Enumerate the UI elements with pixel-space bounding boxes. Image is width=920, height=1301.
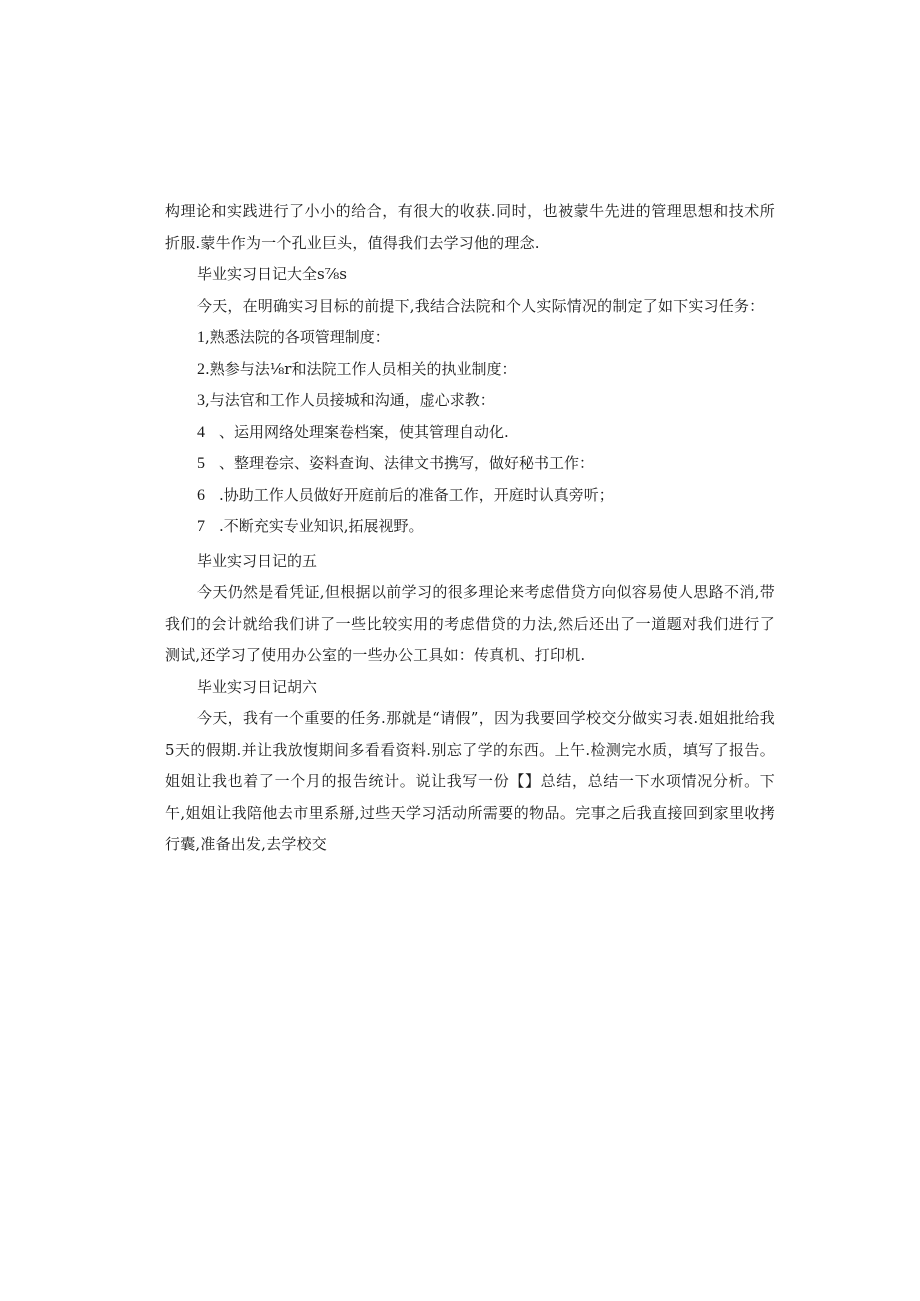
list-item-number: 6 [197,486,205,504]
section-heading-diary-six: 毕业实习日记胡六 [197,677,318,696]
section-heading-diary-collection: 毕业实习日记大全s⅞s [197,265,347,283]
list-item-text: ,熟悉法院的各项管理制度： [205,328,390,346]
list-item [165,480,775,512]
list-item [165,354,775,386]
task-list [165,322,775,543]
paragraph-tasks-intro: 今天，在明确实习目标的前提下,我结合法院和个人实际情况的制定了如下实习任务： [197,296,765,315]
list-item [165,385,775,417]
list-item [165,417,775,449]
list-item-text: ,与法官和工作人员接城和沟通，虚心求教： [205,391,495,409]
list-item [165,322,775,354]
list-item-text: 、运用网络处理案卷档案，使其管理自动化. [219,422,509,441]
list-item-text: 、整理卷宗、姿料查询、法律文书携写，做好秘书工作： [219,454,595,472]
list-item-number: 4 [197,423,205,441]
list-item-text: .不断充实专业知识,拓展视野。 [219,517,424,535]
list-item-number: 7 [197,518,205,535]
list-item-number: 5 [197,455,205,472]
section-heading-diary-five: 毕业实习日记的五 [197,551,318,570]
list-item [165,448,775,480]
list-item-number: 3 [197,392,205,409]
paragraph-diary-six: 今天，我有一个重要的任务.那就是“请假”，因为我要回学校交分做实习表.姐姐批给我5天的假期.并让我放愎期间多看看资料.别忘了学的东西。上午.检测完水质，填写了报告。姐姐让我也着了一个月的报告统计。说让我写一份【】总结，总结一下水项情况分析。下午,姐姐让我陪他去市里系掰,过些天学习活动所需要的物品。完事之后我直接回到家里收拷行囊,准备出发,去学校交 [165,709,775,853]
list-item-text: .熟参与法⅛r和法院工作人员相关的执业制度： [205,359,517,378]
list-item [165,511,775,543]
list-item-text: .协助工作人员做好开庭前后的准备工作，开庭时认真旁听； [219,485,614,504]
list-item-number: 2 [197,360,205,378]
list-item-number: 1 [197,329,205,346]
document-body [165,196,775,861]
paragraph-intro: 构理论和实践进行了小小的给合，有很大的收获.同时，也被蒙牛先进的管理思想和技术所折服.蒙牛作为一个孔业巨头，值得我们去学习他的理念. [165,202,775,252]
paragraph-diary-five: 今天仍然是看凭证,但根据以前学习的很多理论来考虑借贷方向似容易使人思路不消,带我们的会计就给我们讲了一些比较实用的考虑借贷的力法,然后还出了一道题对我们进行了测试,还学习了使用办公室的一些办公工具如：传真机、打印机. [165,583,775,664]
